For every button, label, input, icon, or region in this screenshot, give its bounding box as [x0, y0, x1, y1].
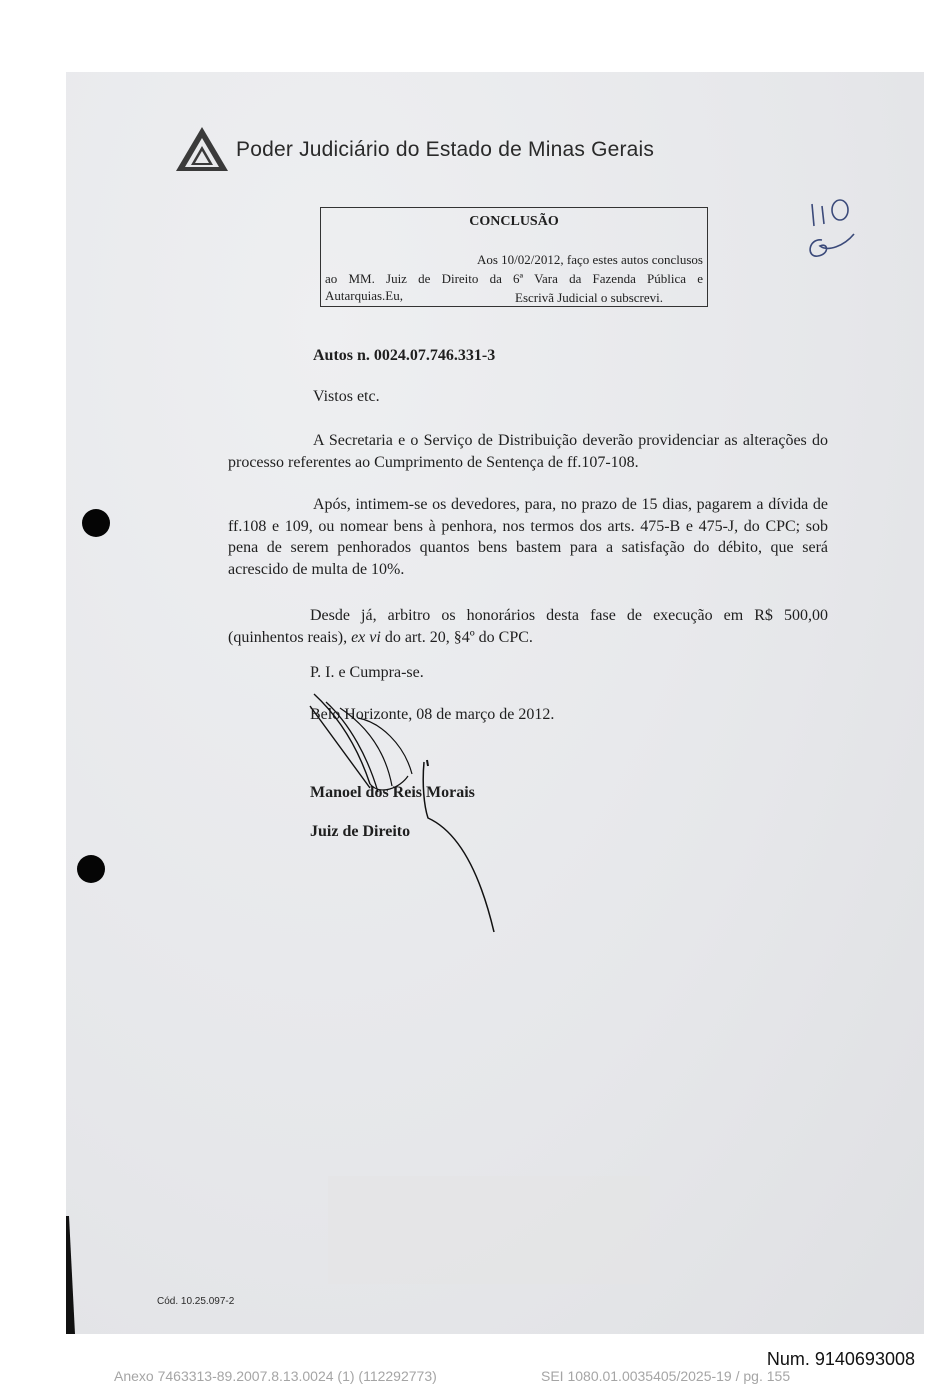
punch-hole-2 [77, 855, 105, 883]
conclusao-title: CONCLUSÃO [469, 214, 559, 229]
paragraph-2: Após, intimem-se os devedores, para, no prazo de 15 dias, pagarem a dívida de ff.108 e 109, ou nomear bens à penhora, nos termos dos arts. 475-B e 475-J, do CPC; sob pena de serem penhorados quantos bens bastem para a satisfação do débito, que será acrescido de multa de 10%. [228, 496, 828, 578]
signer-name: Manoel dos Reis Morais [310, 784, 475, 801]
place-date-line: Belo Horizonte, 08 de março de 2012. [310, 706, 555, 723]
header-title: Poder Judiciário do Estado de Minas Gerais [236, 138, 655, 161]
signer-role: Juiz de Direito [310, 823, 411, 840]
scan-edge-mark [66, 1216, 75, 1334]
handwritten-signature [300, 688, 510, 938]
paragraph-3 [228, 605, 828, 648]
footer-sei: SEI 1080.01.0035405/2025-19 / pg. 155 [541, 1368, 791, 1384]
conclusao-line-2: ao MM. Juiz de Direito da 6ª Vara da Fazenda Pública e [325, 271, 703, 286]
paragraph-1: A Secretaria e o Serviço de Distribuição deverão providenciar as alterações do processo referentes ao Cumprimento de Sentença de ff.107-108. [228, 432, 828, 471]
document-num: Num. 9140693008 [766, 1349, 915, 1369]
footer-annex: Anexo 7463313-89.2007.8.13.0024 (1) (112292773) [114, 1368, 437, 1384]
case-number: Autos n. 0024.07.746.331-3 [313, 347, 496, 364]
paragraph-3-text-a: Desde já, arbitro os honorários desta fase de execução em R$ 500,00 (quinhentos reais), [228, 607, 828, 646]
paragraph-3-italic: ex vi [351, 628, 381, 646]
conclusao-line-3a: Autarquias.Eu, [325, 288, 403, 303]
conclusao-line-1: Aos 10/02/2012, faço estes autos conclusos [476, 252, 703, 267]
conclusao-line-3b: Escrivã Judicial o subscrevi. [515, 290, 664, 305]
punch-hole-1 [82, 509, 110, 537]
conclusao-box [320, 207, 708, 307]
triangle-logo-icon [174, 124, 230, 174]
paragraph-3-text-b: do art. 20, §4º do CPC. [380, 628, 533, 646]
faded-stamp [328, 1176, 650, 1284]
publique-intime-line: P. I. e Cumpra-se. [310, 664, 424, 681]
form-code: Cód. 10.25.097-2 [157, 1296, 235, 1307]
handwritten-page-number [798, 196, 862, 266]
vistos-line: Vistos etc. [313, 388, 380, 405]
